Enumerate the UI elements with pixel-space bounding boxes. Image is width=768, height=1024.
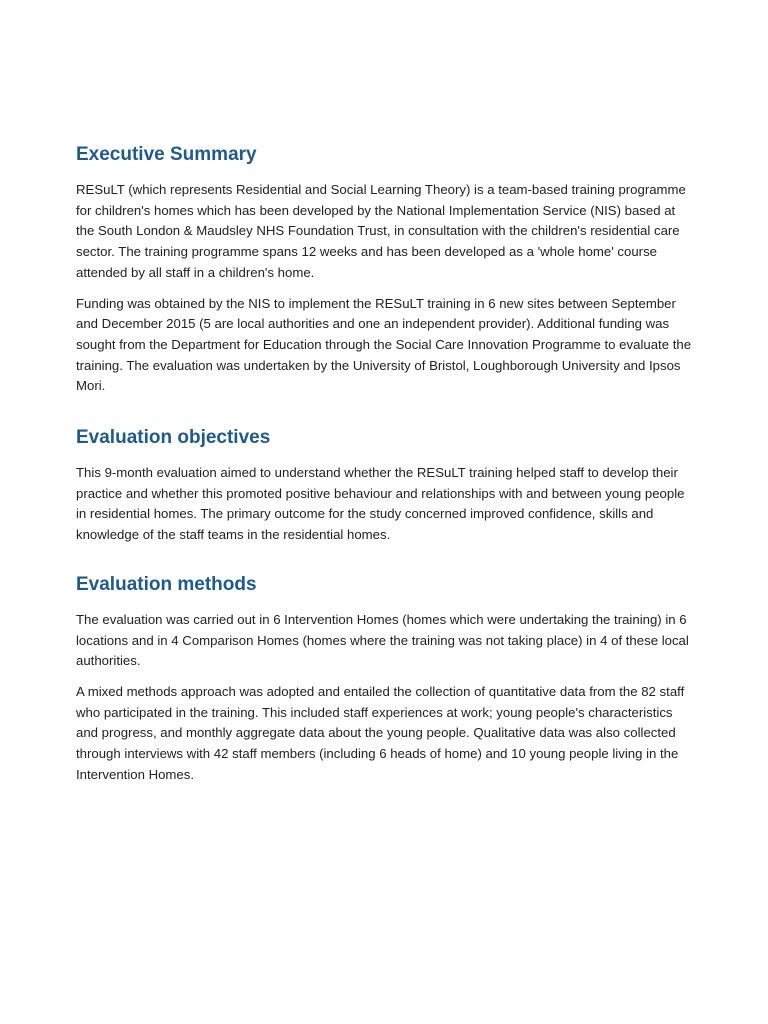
evaluation-objectives-heading: Evaluation objectives — [76, 427, 271, 449]
evaluation-methods-paragraph-1: The evaluation was carried out in 6 Intervention Homes (homes which were undertaking the training) in 6 locations and in 4 Comparison Homes (homes where the training was not taking place) in 4 of these local authorities. — [76, 611, 689, 669]
evaluation-methods-paragraph-2: A mixed methods approach was adopted and entailed the collection of quantitative data from the 82 staff who participated in the training. This included staff experiences at work; young people's characteristics and progress, and monthly aggregate data about the young people. Qualitative data was also collected through interviews with 42 staff members (including 6 heads of home) and 10 young people living in the Intervention Homes. — [76, 683, 685, 782]
evaluation-objectives-section — [76, 425, 696, 546]
evaluation-methods-heading: Evaluation methods — [76, 573, 257, 595]
executive-summary-section — [76, 142, 696, 397]
executive-summary-paragraph-1: RESuLT (which represents Residential and Social Learning Theory) is a team-based training programme for children's homes which has been developed by the National Implementation Service (NIS) based at the South London & Maudsley NHS Foundation Trust, in consultation with the children's residential care sector. The training programme spans 12 weeks and has been developed as a 'whole home' course attended by all staff in a children's home. — [76, 182, 686, 280]
evaluation-methods-section — [76, 572, 696, 786]
executive-summary-paragraph-2: Funding was obtained by the NIS to implement the RESuLT training in 6 new sites between September and December 2015 (5 are local authorities and one an independent provider). Additional funding was sought from the Department for Education through the Social Care Innovation Programme to evaluate the training. The evaluation was undertaken by the University of Bristol, Loughborough University and Ipsos Mori. — [76, 295, 692, 394]
document-page — [76, 142, 696, 795]
executive-summary-heading: Executive Summary — [76, 144, 257, 165]
evaluation-objectives-paragraph: This 9-month evaluation aimed to understand whether the RESuLT training helped staff to develop their practice and whether this promoted positive behaviour and relationships with and between young people in residential homes. The primary outcome for the study concerned improved confidence, skills and knowledge of the staff teams in the residential homes. — [76, 465, 685, 543]
